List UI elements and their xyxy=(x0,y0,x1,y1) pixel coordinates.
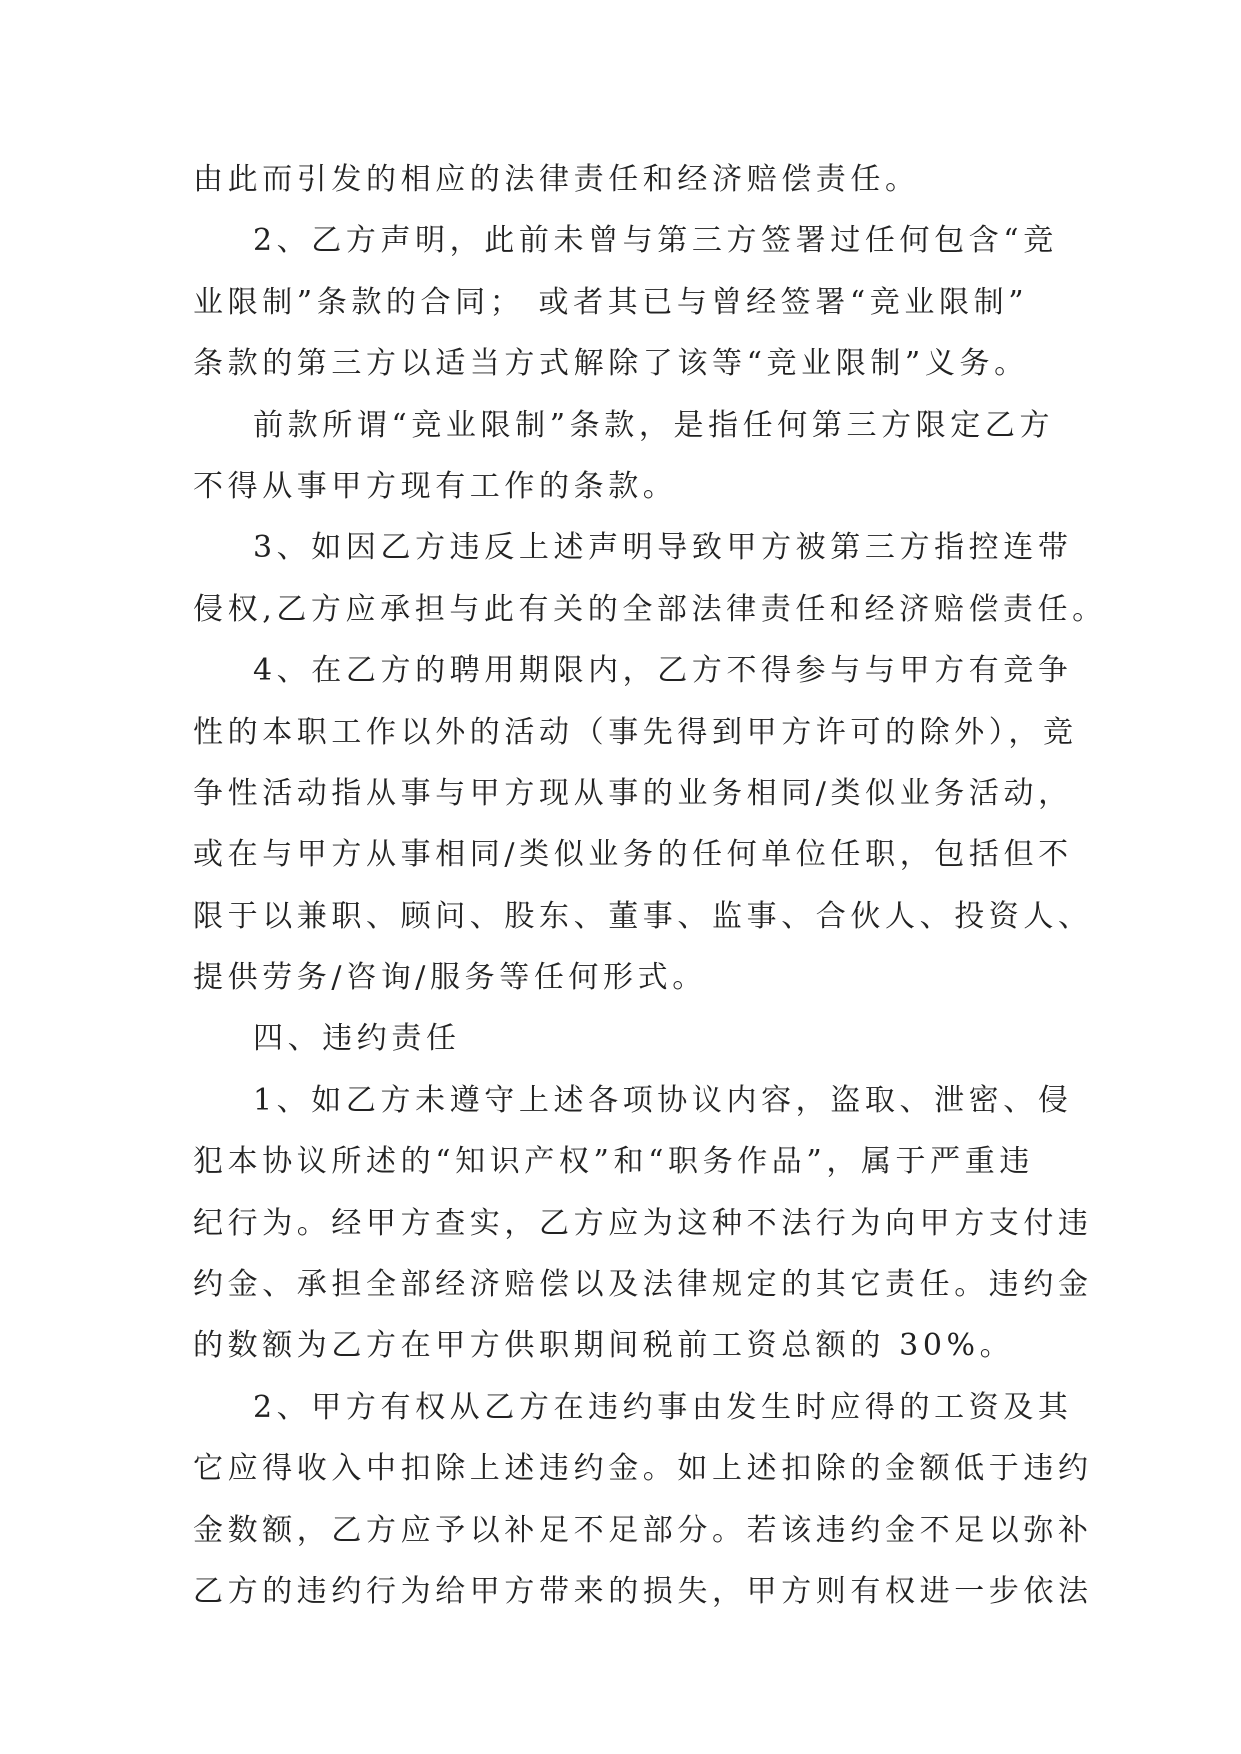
text-line: 前款所谓“竞业限制”条款，是指任何第三方限定乙方 xyxy=(253,407,1055,443)
text-line: 金数额，乙方应予以补足不足部分。若该违约金不足以弥补 xyxy=(193,1512,1093,1548)
text-line: 侵权,乙方应承担与此有关的全部法律责任和经济赔偿责任。 xyxy=(193,591,1107,627)
text-line: 2、乙方声明，此前未曾与第三方签署过任何包含“竞 xyxy=(253,223,1058,259)
text-line: 提供劳务/咨询/服务等任何形式。 xyxy=(193,960,707,996)
text-line: 限于以兼职、顾问、股东、董事、监事、合伙人、投资人、 xyxy=(193,898,1093,934)
text-line: 1、如乙方未遵守上述各项协议内容，盗取、泄密、侵 xyxy=(253,1082,1073,1118)
text-line: 3、如因乙方违反上述声明导致甲方被第三方指控连带 xyxy=(253,530,1073,566)
text-line: 纪行为。经甲方查实，乙方应为这种不法行为向甲方支付违 xyxy=(193,1205,1093,1241)
text-line: 乙方的违约行为给甲方带来的损失，甲方则有权进一步依法 xyxy=(193,1573,1093,1609)
text-line: 或在与甲方从事相同/类似业务的任何单位任职，包括但不 xyxy=(193,837,1073,873)
text-line: 由此而引发的相应的法律责任和经济赔偿责任。 xyxy=(193,162,920,197)
text-line: 它应得收入中扣除上述违约金。如上述扣除的金额低于违约 xyxy=(193,1451,1093,1487)
text-line: 性的本职工作以外的活动（事先得到甲方许可的除外），竞 xyxy=(193,714,1078,750)
text-line: 2、甲方有权从乙方在违约事由发生时应得的工资及其 xyxy=(253,1389,1073,1425)
text-line: 4、在乙方的聘用期限内，乙方不得参与与甲方有竞争 xyxy=(253,653,1073,689)
text-line: 犯本协议所述的“知识产权”和“职务作品”，属于严重违 xyxy=(193,1144,1034,1180)
text-line: 约金、承担全部经济赔偿以及法律规定的其它责任。违约金 xyxy=(193,1267,1093,1303)
text-line: 条款的第三方以适当方式解除了该等“竞业限制”义务。 xyxy=(193,346,1029,382)
document-body xyxy=(193,160,1107,1633)
text-line: 业限制”条款的合同； 或者其已与曾经签署“竞业限制” xyxy=(193,284,1029,320)
text-line: 争性活动指从事与甲方现从事的业务相同/类似业务活动， xyxy=(193,775,1073,811)
text-line: 不得从事甲方现有工作的条款。 xyxy=(193,468,678,504)
text-line: 四、违约责任 xyxy=(253,1021,461,1057)
text-line: 的数额为乙方在甲方供职期间税前工资总额的 30%。 xyxy=(193,1328,1015,1364)
